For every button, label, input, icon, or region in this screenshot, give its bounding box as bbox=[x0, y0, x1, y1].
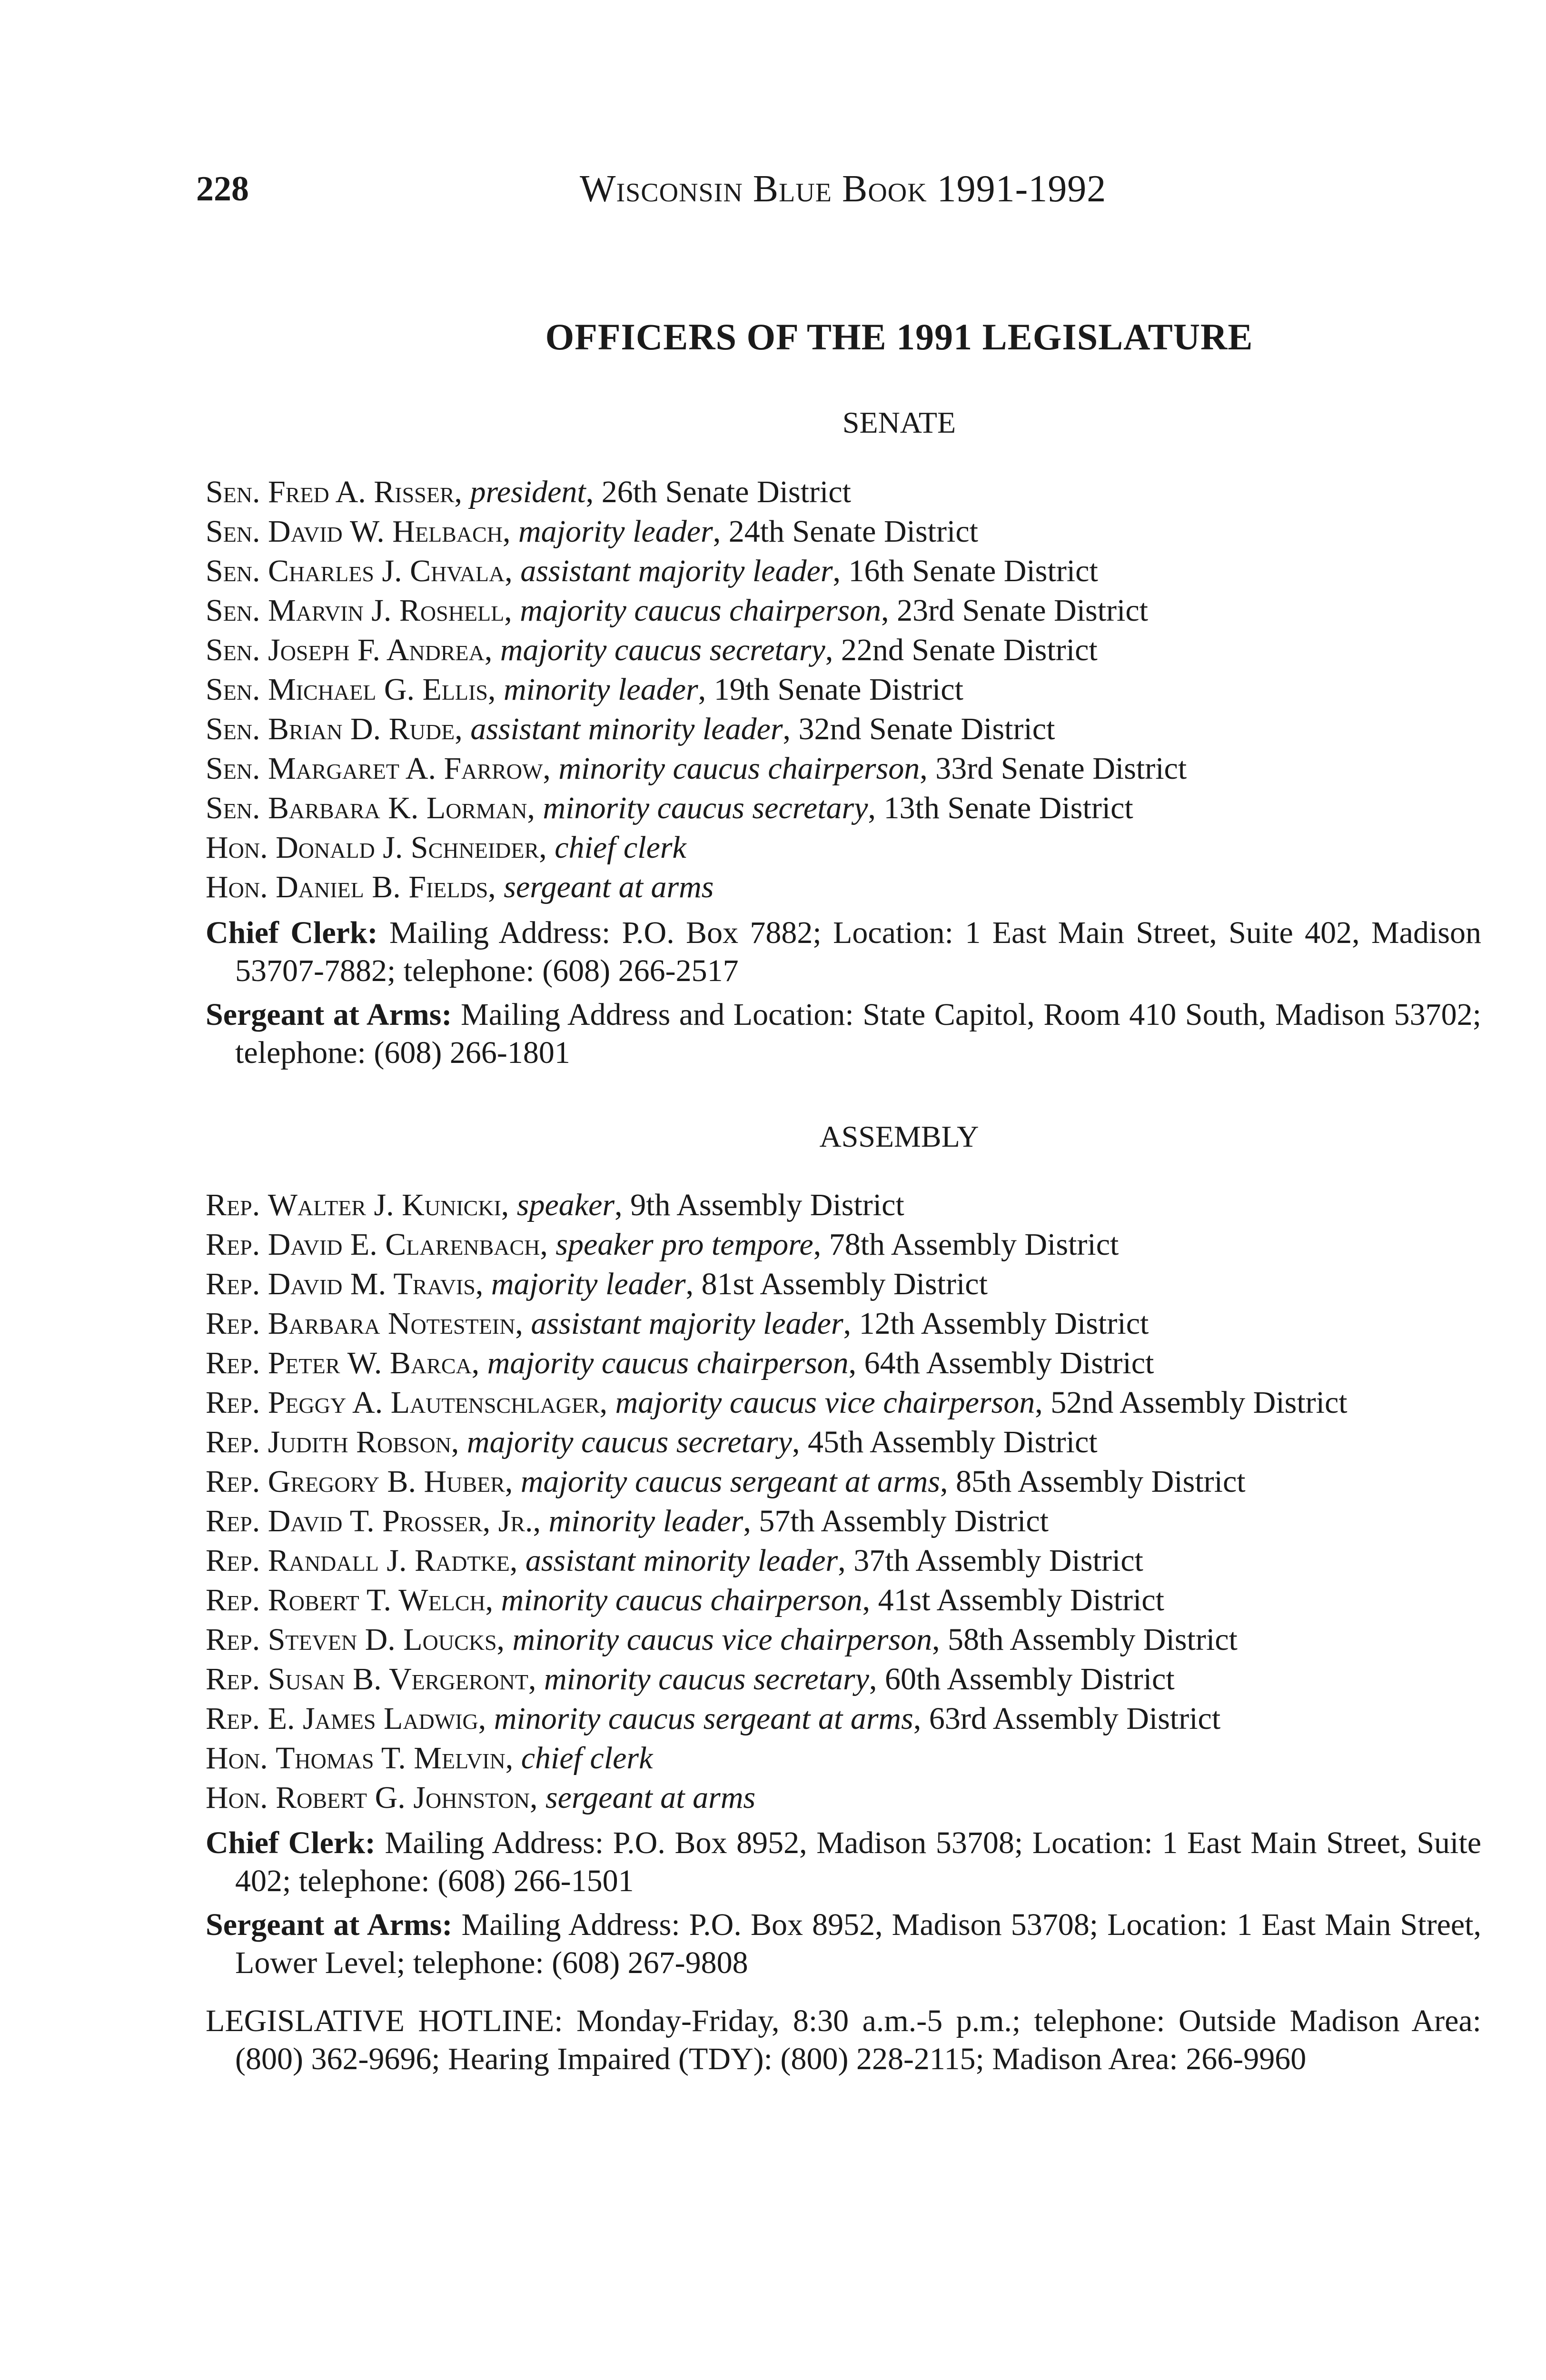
officer-title: Sen. bbox=[206, 712, 260, 746]
officer-name: David W. Helbach bbox=[268, 514, 503, 549]
officer-district: 60th Assembly District bbox=[885, 1662, 1175, 1696]
officer-title: Rep. bbox=[206, 1583, 260, 1617]
officer-title: Rep. bbox=[206, 1504, 260, 1538]
officer-role: president bbox=[470, 475, 586, 509]
senate-sergeant-contact bbox=[206, 996, 1481, 1072]
officer-district: 33rd Senate District bbox=[935, 751, 1187, 786]
assembly-officer: Rep. David M. Travis, majority leader, 81st Assembly District bbox=[206, 1267, 988, 1301]
officer-role: assistant minority leader bbox=[525, 1543, 838, 1578]
officer-district: 9th Assembly District bbox=[630, 1188, 904, 1222]
officer-title: Rep. bbox=[206, 1464, 260, 1499]
officer-role: minority leader bbox=[548, 1504, 743, 1538]
officer-role: minority caucus sergeant at arms bbox=[494, 1701, 913, 1736]
officer-title: Hon. bbox=[206, 870, 268, 904]
assembly-officer: Rep. David T. Prosser, Jr., minority leader, 57th Assembly District bbox=[206, 1504, 1049, 1538]
senate-officer: Sen. Marvin J. Roshell, majority caucus chairperson, 23rd Senate District bbox=[206, 593, 1148, 628]
senate-officer: Sen. David W. Helbach, majority leader, 24th Senate District bbox=[206, 514, 978, 549]
officer-role: majority caucus chairperson bbox=[520, 593, 882, 628]
assembly-officer: Rep. Randall J. Radtke, assistant minority leader, 37th Assembly District bbox=[206, 1543, 1143, 1578]
page-header bbox=[196, 168, 1481, 220]
contact-text: Mailing Address and Location: State Capitol, Room 410 South, Madison 53702; telephone: (608) 266-1801 bbox=[235, 997, 1481, 1070]
officer-title: Rep. bbox=[206, 1346, 260, 1380]
officer-name: Daniel B. Fields bbox=[276, 870, 488, 904]
officer-role: majority leader bbox=[491, 1267, 686, 1301]
officer-role: assistant majority leader bbox=[531, 1306, 843, 1341]
assembly-officer: Rep. Robert T. Welch, minority caucus chairperson, 41st Assembly District bbox=[206, 1583, 1164, 1617]
officer-title: Sen. bbox=[206, 751, 260, 786]
officer-district: 37th Assembly District bbox=[853, 1543, 1143, 1578]
officer-district: 85th Assembly District bbox=[955, 1464, 1246, 1499]
assembly-heading: ASSEMBLY bbox=[819, 1120, 979, 1153]
officer-name: Fred A. Risser bbox=[268, 475, 455, 509]
officer-title: Rep. bbox=[206, 1662, 260, 1696]
officer-role: minority caucus vice chairperson bbox=[512, 1622, 932, 1657]
officer-role: minority leader bbox=[503, 672, 698, 707]
officer-role: minority caucus secretary bbox=[543, 791, 868, 825]
officer-title: Sen. bbox=[206, 672, 260, 707]
officer-district: 41st Assembly District bbox=[878, 1583, 1164, 1617]
officer-district: 26th Senate District bbox=[601, 475, 851, 509]
officer-role: assistant minority leader bbox=[470, 712, 783, 746]
contact-label: Chief Clerk: bbox=[206, 915, 378, 950]
assembly-chief-clerk-contact bbox=[206, 1824, 1481, 1900]
officer-district: 16th Senate District bbox=[848, 554, 1098, 588]
officer-district: 12th Assembly District bbox=[859, 1306, 1149, 1341]
officer-name: David M. Travis bbox=[268, 1267, 476, 1301]
running-head: Wisconsin Blue Book 1991-1992 bbox=[580, 168, 1107, 210]
contact-text: Mailing Address: P.O. Box 8952, Madison 53708; Location: 1 East Main Street, Lower Level; telephone: (608) 267-9808 bbox=[235, 1907, 1481, 1980]
officer-name: Barbara Notestein bbox=[268, 1306, 515, 1341]
page-title: OFFICERS OF THE 1991 LEGISLATURE bbox=[545, 316, 1253, 357]
officer-name: Peggy A. Lautenschlager bbox=[268, 1385, 600, 1420]
officer-role: majority caucus vice chairperson bbox=[615, 1385, 1035, 1420]
senate-officer: Sen. Michael G. Ellis, minority leader, 19th Senate District bbox=[206, 672, 963, 707]
officer-district: 57th Assembly District bbox=[759, 1504, 1049, 1538]
senate-heading: SENATE bbox=[842, 406, 956, 439]
officer-name: Brian D. Rude bbox=[268, 712, 455, 746]
officer-name: Charles J. Chvala bbox=[268, 554, 505, 588]
legislative-hotline: LEGISLATIVE HOTLINE: Monday-Friday, 8:30 a.m.-5 p.m.; telephone: Outside Madison Area: (800) 362-9696; Hearing Impaired (TDY): (800) 228-2115; Madison Area: 266-9960 bbox=[206, 2003, 1481, 2076]
officer-district: 52nd Assembly District bbox=[1050, 1385, 1348, 1420]
officer-role: minority caucus secretary bbox=[544, 1662, 870, 1696]
officer-name: David T. Prosser, Jr. bbox=[268, 1504, 533, 1538]
officer-district: 63rd Assembly District bbox=[929, 1701, 1221, 1736]
officer-name: E. James Ladwig bbox=[268, 1701, 478, 1736]
senate-officer: Hon. Donald J. Schneider, chief clerk bbox=[206, 830, 686, 865]
officer-name: Marvin J. Roshell bbox=[268, 593, 505, 628]
officer-name: Robert G. Johnston bbox=[276, 1780, 530, 1815]
assembly-officer: Rep. Peggy A. Lautenschlager, majority caucus vice chairperson, 52nd Assembly District bbox=[206, 1385, 1348, 1420]
officer-title: Rep. bbox=[206, 1267, 260, 1301]
officer-name: Susan B. Vergeront bbox=[268, 1662, 528, 1696]
officer-title: Sen. bbox=[206, 791, 260, 825]
officer-title: Sen. bbox=[206, 514, 260, 549]
contact-text: Mailing Address: P.O. Box 7882; Location: 1 East Main Street, Suite 402, Madison 53707-7882; telephone: (608) 266-2517 bbox=[235, 915, 1482, 988]
page-number: 228 bbox=[196, 169, 249, 208]
senate-officer: Hon. Daniel B. Fields, sergeant at arms bbox=[206, 870, 714, 904]
officer-role: minority caucus chairperson bbox=[558, 751, 920, 786]
officer-name: Steven D. Loucks bbox=[268, 1622, 497, 1657]
officer-role: majority caucus sergeant at arms bbox=[520, 1464, 940, 1499]
officer-name: David E. Clarenbach bbox=[268, 1227, 540, 1262]
officer-name: Joseph F. Andrea bbox=[268, 633, 485, 667]
assembly-officer: Rep. David E. Clarenbach, speaker pro tempore, 78th Assembly District bbox=[206, 1227, 1119, 1262]
officer-name: Peter W. Barca bbox=[268, 1346, 472, 1380]
senate-officer: Sen. Charles J. Chvala, assistant majority leader, 16th Senate District bbox=[206, 554, 1098, 588]
officer-district: 22nd Senate District bbox=[841, 633, 1098, 667]
contact-text: Mailing Address: P.O. Box 8952, Madison 53708; Location: 1 East Main Street, Suite 402; telephone: (608) 266-1501 bbox=[235, 1825, 1481, 1898]
officer-title: Hon. bbox=[206, 1780, 268, 1815]
contact-label: Sergeant at Arms: bbox=[206, 1907, 453, 1942]
senate-officer: Sen. Fred A. Risser, president, 26th Senate District bbox=[206, 475, 851, 509]
senate-officer: Sen. Margaret A. Farrow, minority caucus chairperson, 33rd Senate District bbox=[206, 751, 1187, 786]
officer-title: Rep. bbox=[206, 1306, 260, 1341]
assembly-officer: Rep. Gregory B. Huber, majority caucus sergeant at arms, 85th Assembly District bbox=[206, 1464, 1246, 1499]
officer-role: majority caucus secretary bbox=[466, 1425, 792, 1459]
officer-title: Hon. bbox=[206, 830, 268, 865]
assembly-officer: Rep. Judith Robson, majority caucus secretary, 45th Assembly District bbox=[206, 1425, 1098, 1459]
officer-role: speaker pro tempore bbox=[555, 1227, 813, 1262]
contact-label: Sergeant at Arms: bbox=[206, 997, 452, 1032]
senate-officer: Sen. Joseph F. Andrea, majority caucus secretary, 22nd Senate District bbox=[206, 633, 1098, 667]
officer-title: Rep. bbox=[206, 1188, 260, 1222]
officer-district: 23rd Senate District bbox=[897, 593, 1148, 628]
officer-title: Sen. bbox=[206, 554, 260, 588]
senate-officer-list bbox=[206, 472, 1481, 907]
officer-role: sergeant at arms bbox=[545, 1780, 756, 1815]
officer-district: 32nd Senate District bbox=[798, 712, 1055, 746]
assembly-officer-list bbox=[206, 1185, 1481, 1817]
assembly-officer: Hon. Robert G. Johnston, sergeant at arms bbox=[206, 1780, 756, 1815]
officer-name: Michael G. Ellis bbox=[268, 672, 488, 707]
officer-district: 19th Senate District bbox=[714, 672, 963, 707]
officer-district: 81st Assembly District bbox=[701, 1267, 988, 1301]
officer-title: Sen. bbox=[206, 593, 260, 628]
assembly-officer: Rep. Walter J. Kunicki, speaker, 9th Assembly District bbox=[206, 1188, 904, 1222]
officer-name: Randall J. Radtke bbox=[268, 1543, 510, 1578]
officer-name: Walter J. Kunicki bbox=[268, 1188, 501, 1222]
officer-role: majority leader bbox=[518, 514, 713, 549]
assembly-officer: Rep. Peter W. Barca, majority caucus chairperson, 64th Assembly District bbox=[206, 1346, 1154, 1380]
senate-officer: Sen. Brian D. Rude, assistant minority leader, 32nd Senate District bbox=[206, 712, 1055, 746]
assembly-sergeant-contact bbox=[206, 1906, 1481, 1982]
officer-role: sergeant at arms bbox=[504, 870, 714, 904]
assembly-officer: Rep. E. James Ladwig, minority caucus sergeant at arms, 63rd Assembly District bbox=[206, 1701, 1221, 1736]
senate-officer: Sen. Barbara K. Lorman, minority caucus secretary, 13th Senate District bbox=[206, 791, 1133, 825]
officer-district: 24th Senate District bbox=[728, 514, 978, 549]
officer-district: 64th Assembly District bbox=[864, 1346, 1154, 1380]
officer-name: Barbara K. Lorman bbox=[268, 791, 527, 825]
assembly-officer: Rep. Susan B. Vergeront, minority caucus secretary, 60th Assembly District bbox=[206, 1662, 1175, 1696]
contact-label: Chief Clerk: bbox=[206, 1825, 376, 1860]
officer-name: Judith Robson bbox=[268, 1425, 451, 1459]
assembly-officer: Rep. Steven D. Loucks, minority caucus vice chairperson, 58th Assembly District bbox=[206, 1622, 1238, 1657]
officer-name: Robert T. Welch bbox=[268, 1583, 486, 1617]
officer-role: chief clerk bbox=[555, 830, 686, 865]
officer-title: Rep. bbox=[206, 1622, 260, 1657]
officer-role: majority caucus chairperson bbox=[487, 1346, 849, 1380]
officer-name: Thomas T. Melvin bbox=[276, 1741, 505, 1775]
officer-name: Donald J. Schneider bbox=[276, 830, 539, 865]
officer-district: 13th Senate District bbox=[883, 791, 1133, 825]
officer-name: Gregory B. Huber bbox=[268, 1464, 505, 1499]
assembly-officer: Rep. Barbara Notestein, assistant majority leader, 12th Assembly District bbox=[206, 1306, 1149, 1341]
officer-role: majority caucus secretary bbox=[500, 633, 825, 667]
officer-title: Rep. bbox=[206, 1425, 260, 1459]
officer-role: speaker bbox=[516, 1188, 615, 1222]
officer-title: Rep. bbox=[206, 1385, 260, 1420]
officer-title: Hon. bbox=[206, 1741, 268, 1775]
officer-role: chief clerk bbox=[521, 1741, 653, 1775]
officer-title: Sen. bbox=[206, 633, 260, 667]
officer-district: 45th Assembly District bbox=[807, 1425, 1098, 1459]
officer-title: Sen. bbox=[206, 475, 260, 509]
officer-district: 58th Assembly District bbox=[948, 1622, 1238, 1657]
senate-chief-clerk-contact bbox=[206, 914, 1481, 990]
officer-role: assistant majority leader bbox=[520, 554, 833, 588]
officer-role: minority caucus chairperson bbox=[501, 1583, 862, 1617]
officer-name: Margaret A. Farrow bbox=[268, 751, 543, 786]
officer-title: Rep. bbox=[206, 1701, 260, 1736]
officer-title: Rep. bbox=[206, 1543, 260, 1578]
assembly-officer: Hon. Thomas T. Melvin, chief clerk bbox=[206, 1741, 653, 1775]
officer-district: 78th Assembly District bbox=[829, 1227, 1119, 1262]
officer-title: Rep. bbox=[206, 1227, 260, 1262]
